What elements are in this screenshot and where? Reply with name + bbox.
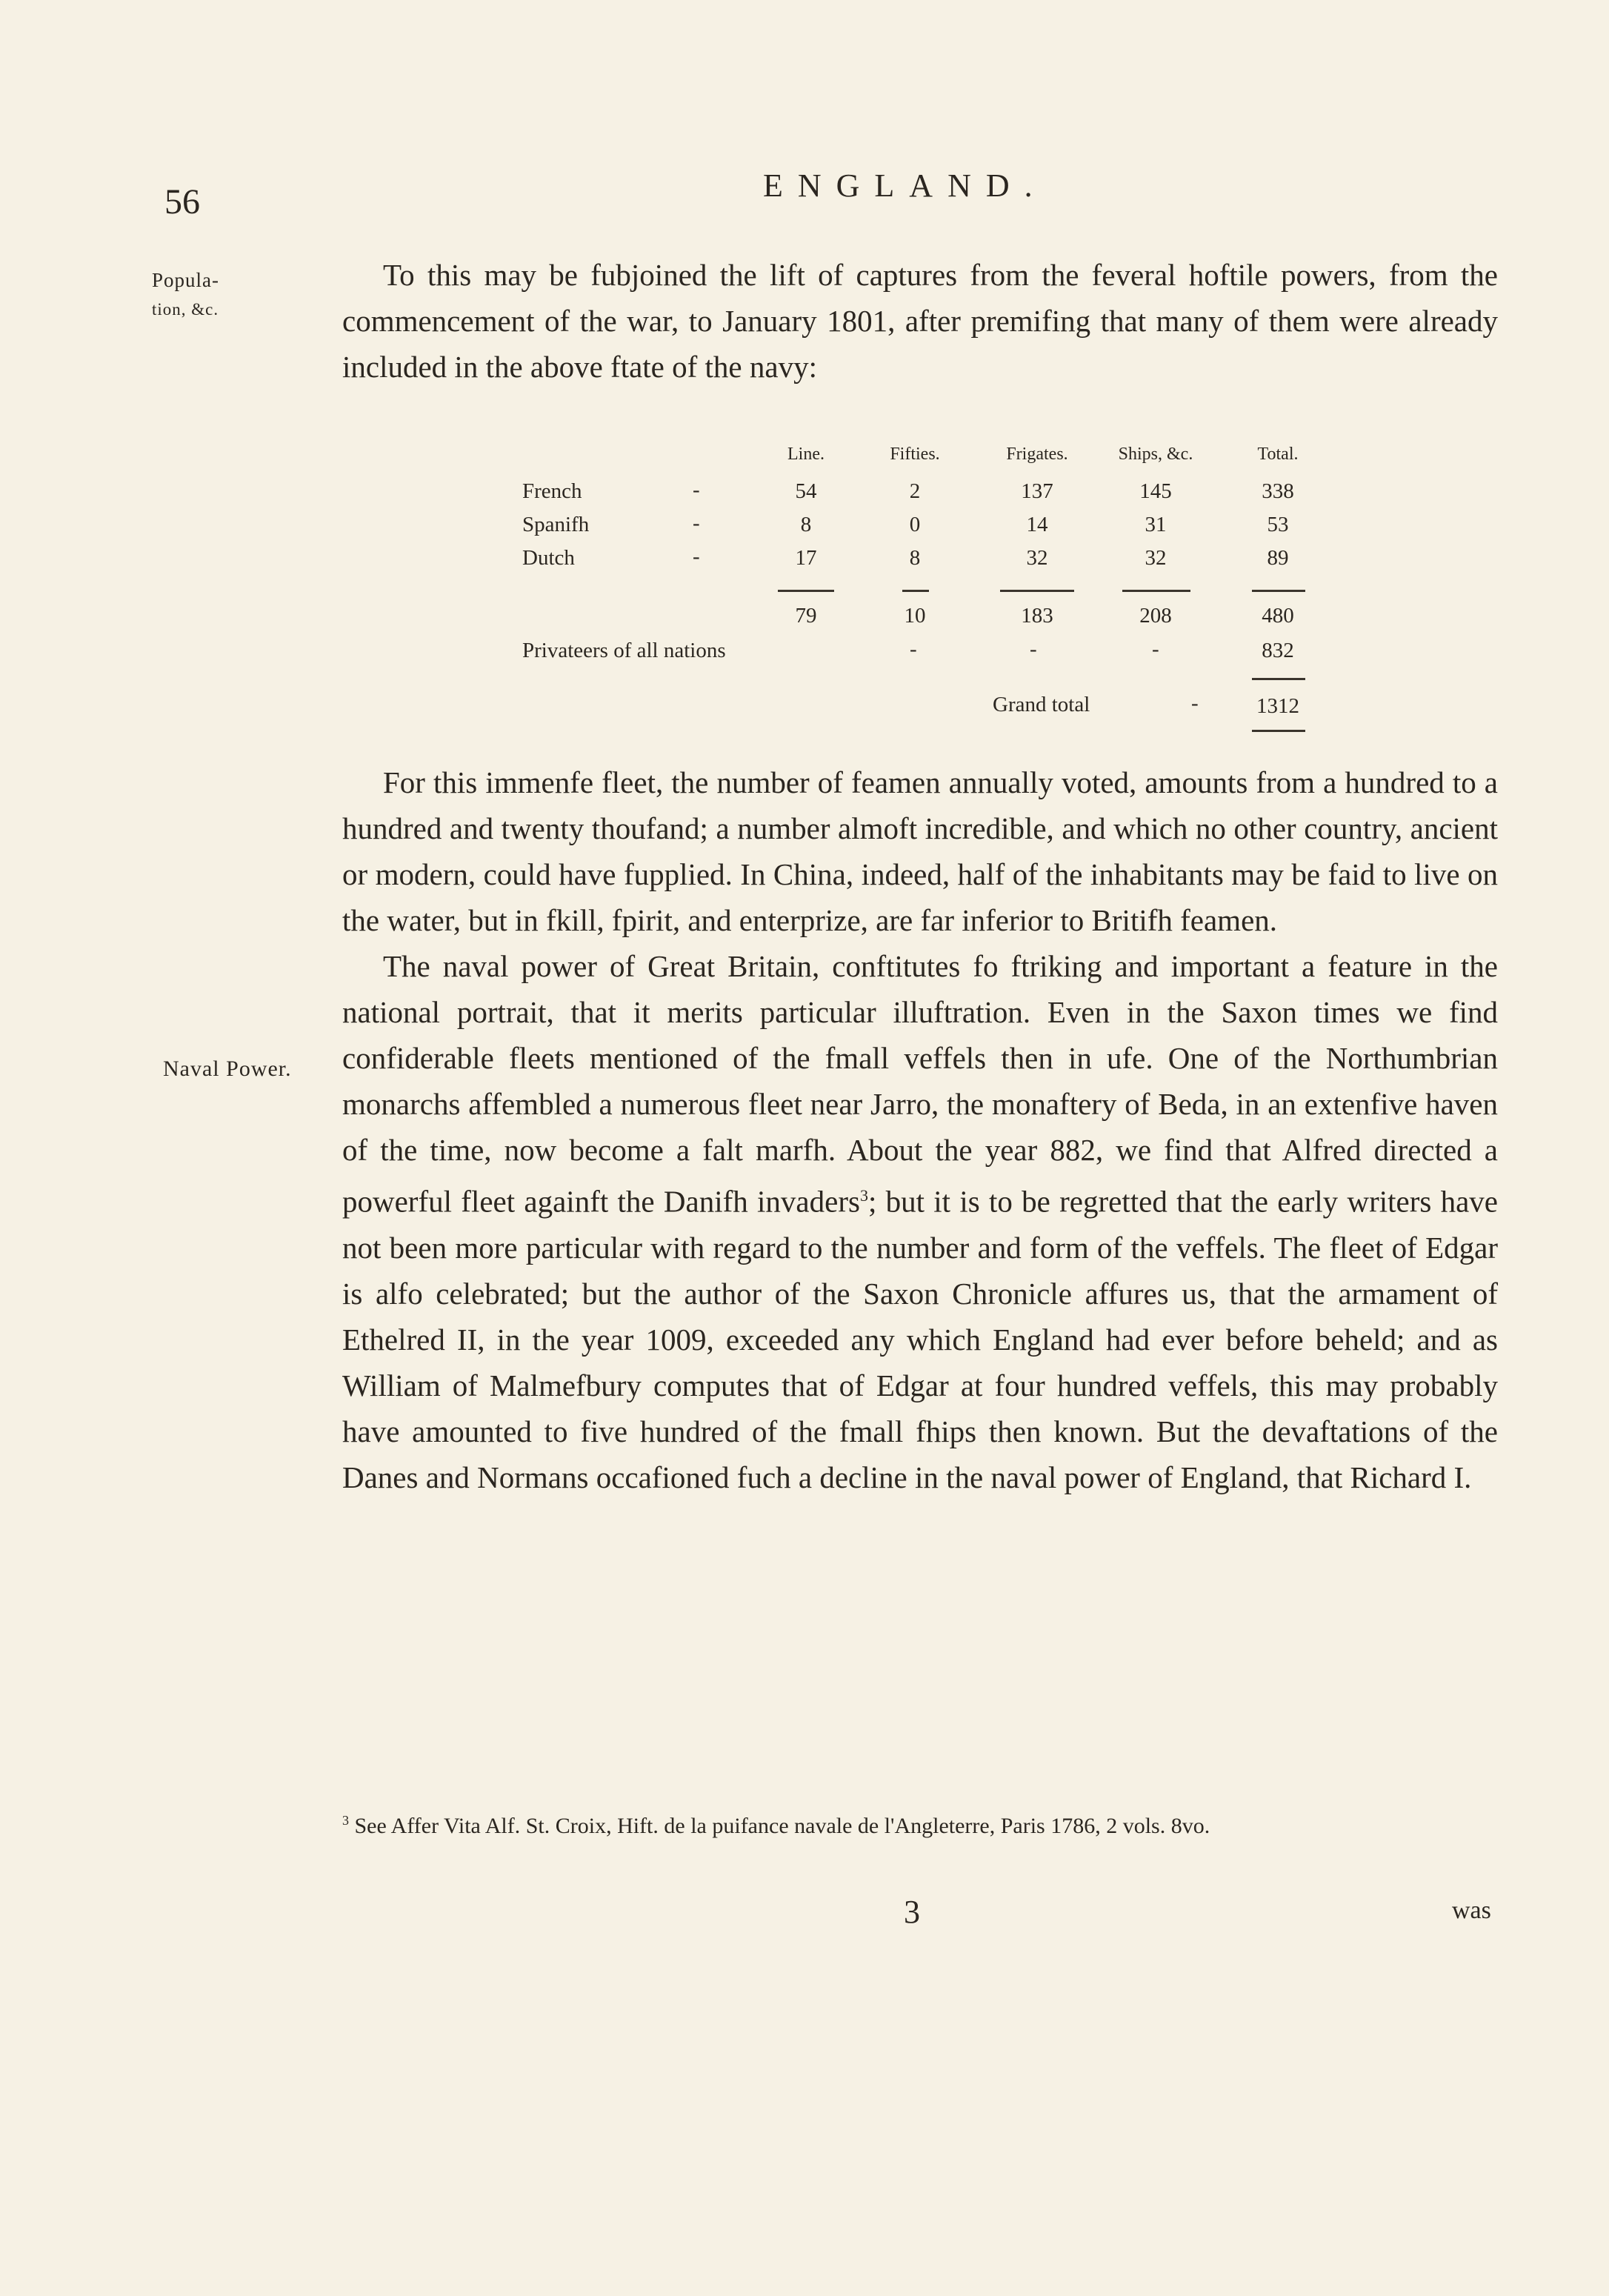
frigates-value: 14: [1026, 513, 1048, 536]
column-header-fifties: Fifties.: [890, 445, 940, 464]
footnote-text: See Affer Vita Alf. St. Croix, Hift. de la puifance navale de l'Angleterre, Paris 1786, 2 vols. 8vo.: [354, 1814, 1210, 1838]
footnote: [342, 1805, 1498, 1842]
ships-value: 31: [1145, 513, 1167, 536]
line-value: 17: [795, 546, 817, 570]
margin-note-naval-power: Naval Power.: [163, 1057, 292, 1081]
signature-mark: 3: [904, 1894, 920, 1930]
paragraph-naval-power-part2: ; but it is to be regretted that the early writers have not been more particular with regard to the number and form of the veffels. The fleet of Edgar is alfo celebrated; but the author of the Saxon Chronicle affures us, that the armament of Ethelred II, in the year 1009, exceeded any which England had ever before beheld; and as William of Malmefbury computes that of Edgar at four hundred veffels, this may probably have amounted to five hundred of the fmall fhips then known. But the devaftations of the Danes and Normans occafioned fuch a decline in the naval power of England, that Richard I.: [342, 1184, 1499, 1494]
privateers-total: 832: [1262, 639, 1294, 662]
ships-value: 32: [1145, 546, 1167, 570]
dash: -: [1152, 637, 1159, 661]
nation-label: Dutch: [522, 546, 575, 570]
subtotal-total: 480: [1262, 604, 1294, 628]
dash: -: [693, 478, 700, 502]
dash: -: [693, 511, 700, 535]
footnote-marker: 3: [342, 1813, 349, 1828]
subtotal-ships: 208: [1139, 604, 1172, 628]
fifties-value: 0: [909, 513, 921, 536]
column-header-frigates: Frigates.: [1006, 445, 1068, 464]
subtotal-line: 79: [795, 604, 817, 628]
margin-note-population-line2: tion, &c.: [152, 300, 219, 319]
sum-rule: [902, 590, 929, 592]
subtotal-fifties: 10: [904, 604, 926, 628]
nation-label: French: [522, 479, 582, 503]
intro-paragraph: [342, 252, 1498, 390]
catchword: was: [1452, 1897, 1491, 1924]
total-value: 53: [1267, 513, 1289, 536]
paragraph-naval-power: [342, 943, 1498, 1500]
column-header-total: Total.: [1257, 445, 1299, 464]
dash: -: [693, 545, 700, 568]
footnote-reference: 3: [859, 1186, 868, 1205]
sum-rule: [1252, 678, 1305, 680]
frigates-value: 137: [1021, 479, 1053, 503]
margin-note-population-line1: Popula-: [152, 269, 219, 291]
privateers-label: Privateers of all nations: [522, 639, 726, 662]
frigates-value: 32: [1026, 546, 1048, 570]
fifties-value: 2: [909, 479, 921, 503]
fifties-value: 8: [909, 546, 921, 570]
column-header-line: Line.: [787, 445, 825, 464]
column-header-ships: Ships, &c.: [1118, 445, 1193, 464]
page-number: 56: [164, 182, 200, 222]
grand-total-label: Grand total: [993, 693, 1090, 716]
subtotal-frigates: 183: [1021, 604, 1053, 628]
sum-rule: [1000, 590, 1074, 592]
sum-rule: [1252, 730, 1305, 732]
main-text: [342, 759, 1498, 1500]
line-value: 8: [800, 513, 812, 536]
dash: -: [910, 637, 917, 661]
intro-paragraph-text: To this may be fubjoined the lift of captures from the feveral hoftile powers, from the commencement of the war, to January 1801, after premifing that many of them were already included in the above ftate of the navy:: [342, 258, 1498, 384]
ships-value: 145: [1139, 479, 1172, 503]
total-value: 338: [1262, 479, 1294, 503]
sum-rule: [1252, 590, 1305, 592]
dash: -: [1191, 691, 1199, 715]
grand-total-value: 1312: [1256, 694, 1299, 718]
margin-note-population: [152, 265, 219, 325]
line-value: 54: [795, 479, 817, 503]
nation-label: Spanifh: [522, 513, 590, 536]
dash: -: [1030, 637, 1037, 661]
total-value: 89: [1267, 546, 1289, 570]
sum-rule: [778, 590, 834, 592]
paragraph-fleet: For this immenfe fleet, the number of feamen annually voted, amounts from a hundred to a hundred and twenty thoufand; a number almoft incredible, and which no other country, ancient or modern, could have fupplied. In China, indeed, half of the inhabitants may be faid to live on the water, but in fkill, fpirit, and enterprize, are far inferior to Britifh feamen.: [342, 765, 1498, 937]
running-head: ENGLAND.: [763, 167, 1047, 204]
paragraph-naval-power-part1: The naval power of Great Britain, conftitutes fo ftriking and important a feature in the national portrait, that it merits particular illuftration. Even in the Saxon times we find confiderable fleets mentioned of the fmall veffels then in ufe. One of the Northumbrian monarchs affembled a numerous fleet near Jarro, the monaftery of Beda, in an extenfive haven of the time, now become a falt marfh. About the year 882, we find that Alfred directed a powerful fleet againft the Danifh invaders: [342, 949, 1498, 1219]
sum-rule: [1122, 590, 1190, 592]
